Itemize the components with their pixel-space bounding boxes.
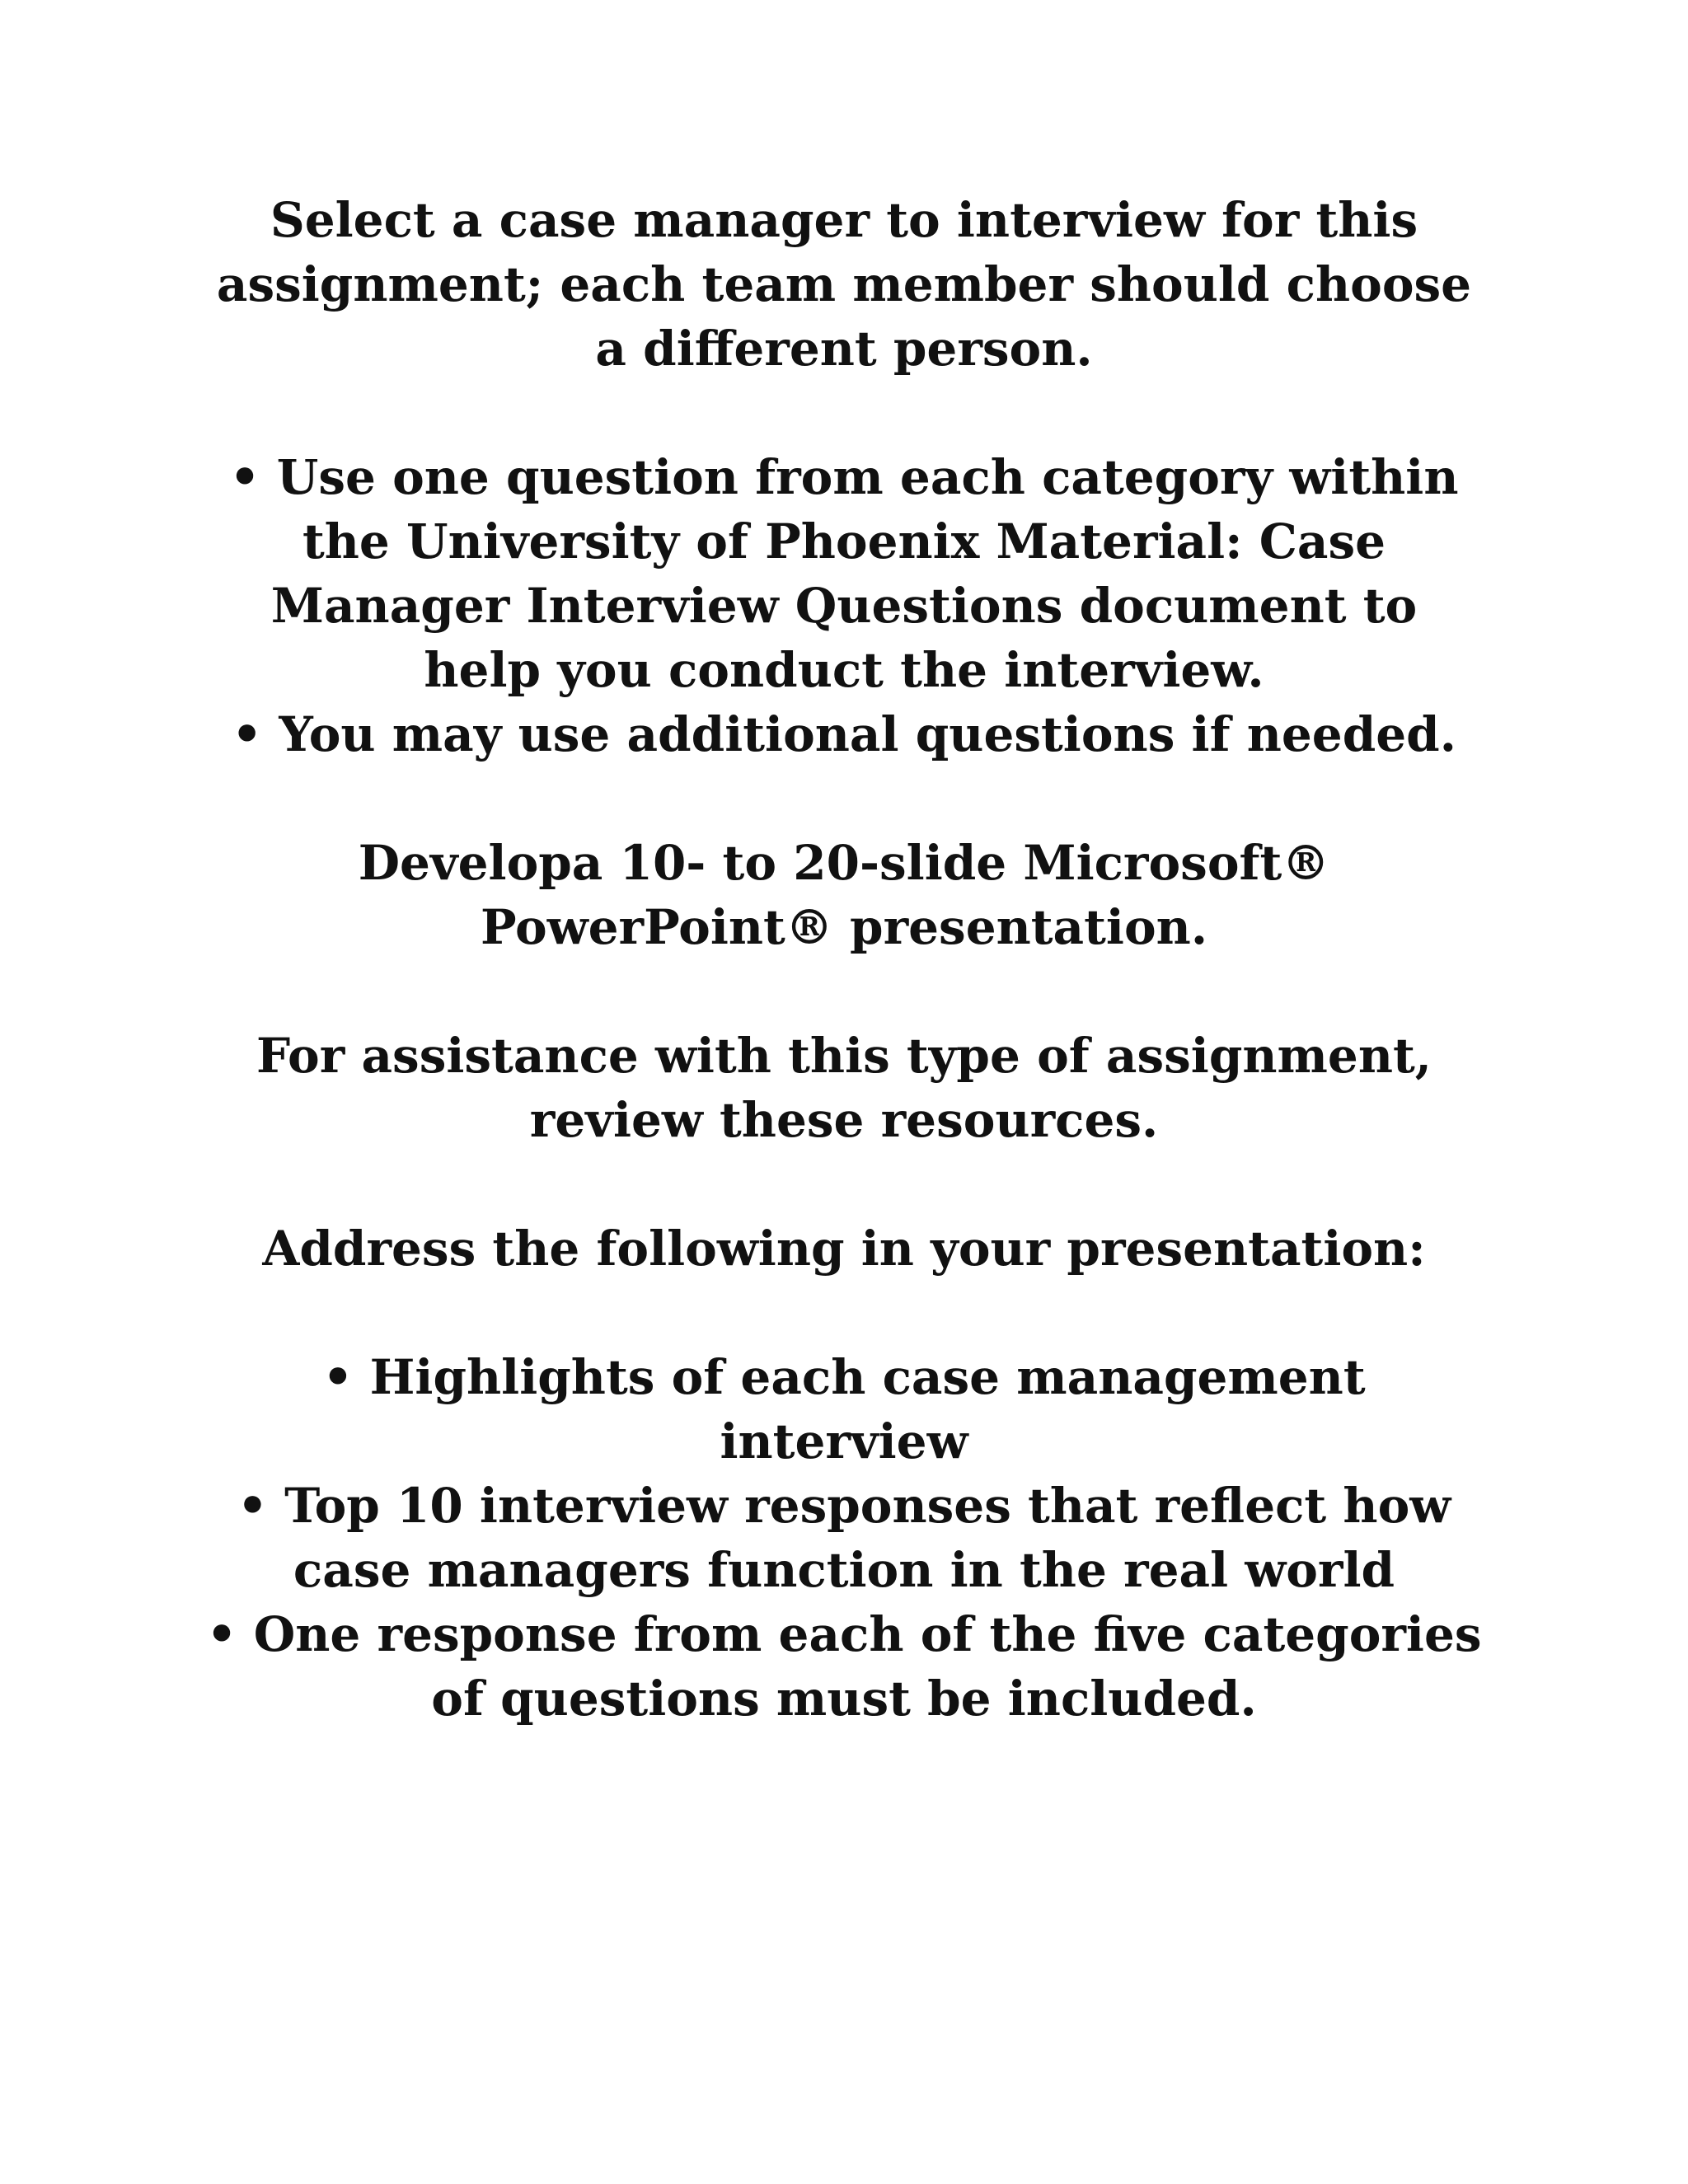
address-heading: Address the following in your presentation: [262,1221,1426,1277]
assistance-paragraph [190,1024,1498,1152]
intro-line: a different person. [595,321,1093,377]
requirement-line: interview [720,1413,968,1469]
requirement-line: • Top 10 interview responses that reflect how [237,1478,1451,1534]
requirement-line: • One response from each of the five categories [206,1606,1482,1662]
requirement-line: of questions must be included. [431,1671,1257,1727]
paragraph-spacer [190,959,1498,1024]
paragraph-spacer [190,766,1498,831]
intro-line: assignment; each team member should choose [216,256,1472,312]
requirement-line: case managers function in the real world [293,1542,1395,1598]
paragraph-spacer [190,1152,1498,1216]
intro-paragraph [190,188,1498,381]
develop-line: Developa 10- to 20-slide Microsoft® [358,835,1330,891]
develop-line: PowerPoint® presentation. [480,899,1208,955]
develop-paragraph [190,831,1498,959]
intro-line: Select a case manager to interview for this [270,192,1418,248]
assistance-line: For assistance with this type of assignment, [256,1028,1432,1084]
assistance-line: review these resources. [529,1092,1159,1148]
paragraph-spacer [190,1281,1498,1345]
guideline-line: Manager Interview Questions document to [270,578,1418,634]
requirements-paragraph [190,1345,1498,1731]
paragraph-spacer [190,381,1498,445]
address-heading-paragraph [190,1216,1498,1281]
guidelines-paragraph [190,445,1498,766]
guideline-line: • Use one question from each category within [229,449,1459,505]
document-body [190,188,1498,1731]
guideline-line: • You may use additional questions if needed. [232,706,1456,762]
guideline-line: help you conduct the interview. [424,642,1264,698]
requirement-line: • Highlights of each case management [322,1349,1366,1405]
guideline-line: the University of Phoenix Material: Case [302,513,1386,569]
